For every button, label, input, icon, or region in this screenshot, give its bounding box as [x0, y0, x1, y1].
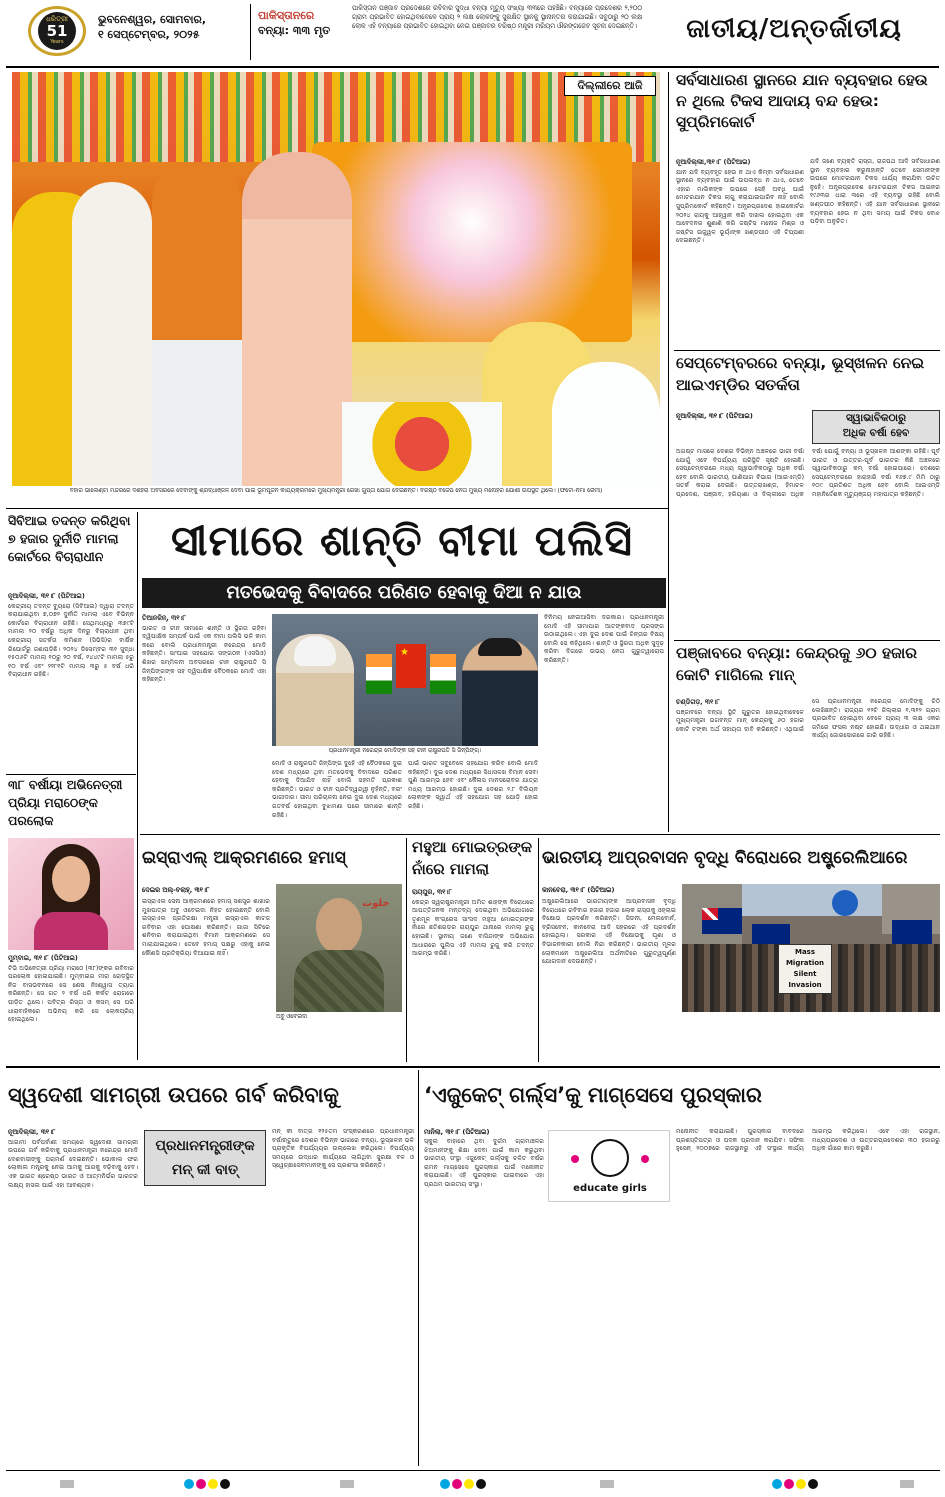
educate-girls-dot-icon-2	[641, 1155, 649, 1163]
cbi-text	[8, 592, 134, 772]
magenta-dot-3	[784, 1479, 794, 1489]
magenta-dot	[196, 1479, 206, 1489]
vehicle-tax-dateline: ନୂଆଦିଲ୍ଲୀ,୩୧।୮ (ପିଟିଆଇ)	[676, 158, 751, 166]
badge-number: 51	[46, 22, 68, 40]
educate-girls-headline: ‘ଏଜୁକେଟ୍ ଗର୍ଲ୍ସ’କୁ ମାଗ୍ସେସେ ପୁରସ୍କାର	[424, 1083, 762, 1107]
teaser-title-line1: ପାକିସ୍ତାନରେ	[258, 9, 315, 22]
actress-dress	[34, 912, 108, 950]
educate-girls-col3: ମନୋନୀତ କରାଯାଇଛି। ପୁରସ୍କାର ବାବଦରେ ପ୍ରଶସ୍ତିପତ୍ର ଓ ପଦକ ପ୍ରଦାନ କରାଯିବ। ସଫିନା ହୁସେନ୍ ୨୦୦୭ରେ ରାଜସ୍ଥାନରୁ ଏହି ସଂସ୍ଥାର କାର୍ଯ୍ୟ ଆରମ୍ଭ କରିଥିଲେ। ଏବେ ଏହା ରାଜସ୍ଥାନ, ମଧ୍ୟପ୍ରଦେଶ ଓ ଉତ୍ତରପ୍ରଦେଶର ୩୦ ହଜାରରୁ ଅଧିକ ଗାଁରେ କାମ କରୁଛି।	[676, 1128, 940, 1153]
china-col3: ପାଇଁ ଭାରତ ସବୁବେଳେ ସହଯୋଗ କରିବ ବୋଲି ମୋଦି କହିଛନ୍ତି। ଦୁଇ ଦେଶ ମଧ୍ୟରେ ସିଧାସଳଖ ବିମାନ ସେବା ପୁଣି ଆରମ୍ଭ ହେବ ଏବଂ କୈଳାସ ମାନସରୋବର ଯାତ୍ରା ମଧ୍ୟ ଆରମ୍ଭ ହୋଇଛି। ଦୁଇ ଦେଶର ୨.୮ ବିଲିୟନ ଲୋକଙ୍କ ସ୍ୱାର୍ଥ ଏହି ସହଯୋଗ ସହ ଯୋଡ଼ି ହୋଇ ରହିଛି।	[408, 760, 538, 810]
educate-girls-ring-icon	[591, 1139, 629, 1177]
reg-bar-1	[60, 1480, 74, 1488]
masthead	[0, 0, 945, 66]
cbi-dateline: ନୂଆଦିଲ୍ଲୀ, ୩୧।୮ (ପିଟିଆଇ)	[8, 592, 85, 600]
china-headline: ସୀମାରେ ଶାନ୍ତି ବୀମା ପଲିସି	[170, 516, 634, 565]
placard-line4: Invasion	[788, 981, 822, 989]
australia-flag-3	[892, 920, 932, 946]
cyan-dot	[184, 1479, 194, 1489]
vehicle-tax-rule	[674, 350, 940, 351]
australia-flag-1	[702, 908, 742, 934]
bottom-block-rule	[6, 1066, 940, 1068]
person-orange-vest	[152, 162, 242, 486]
australia-text-left: ଅଷ୍ଟ୍ରେଲିଆରେ ଭାରତୀୟଙ୍କ ଆପ୍ରବାସନ ବୃଦ୍ଧି ବିରୋଧରେ ରବିବାର ହଜାର ହଜାର ଲୋକ ରାସ୍ତାକୁ ଓହ୍ଲାଇ ବିକ୍ଷୋଭ ପ୍ରଦର୍ଶନ କରିଛନ୍ତି। ସିଡନୀ, ମେଲବୋର୍ନ, ବ୍ରିସବେନ, କାନବେରା ଆଦି ସହରରେ ଏହି ପ୍ରଦର୍ଶନ ହୋଇଥିଲା। ସରକାର ଏହି ବିକ୍ଷୋଭକୁ ଘୃଣା ଓ ବିଭାଜନକାରୀ ବୋଲି ନିନ୍ଦା କରିଛନ୍ତି। ଭାରତୀୟ ମୂଳର ଲୋକମାନେ ଅଷ୍ଟ୍ରେଲିଆ ଅର୍ଥନୀତିରେ ଗୁରୁତ୍ୱପୂର୍ଣ୍ଣ ଯୋଗଦାନ ଦେଉଛନ୍ତି।	[542, 898, 676, 966]
israel-text-cont	[276, 1024, 402, 1062]
arabic-watermark: خلوت	[362, 898, 390, 909]
hamas-spokesman-label: ଅବୁ ଓବେଇଦା	[276, 1014, 308, 1020]
mahua-divider	[538, 838, 539, 1062]
educate-girls-col1: ସ୍କୁଲ ବାହାରେ ଥିବା ଦୁର୍ଗମ ଗ୍ରାମାଞ୍ଚଳର ଝିଅମାନଙ୍କୁ ଶିକ୍ଷା ଦେବା ପାଇଁ କାମ କରୁଥିବା ଭାରତୀୟ ସଂସ୍ଥା ଏଜୁକେଟ୍ ଗର୍ଲ୍ସକୁ ଚଳିତ ବର୍ଷର ରାମନ ମାଗ୍ସେସେ ପୁରସ୍କାର ପାଇଁ ମନୋନୀତ କରାଯାଇଛି। ଏହି ପୁରସ୍କାର ପାଇବାରେ ଏହା ପ୍ରଥମ ଭାରତୀୟ ସଂସ୍ଥା।	[424, 1138, 544, 1188]
china-col1	[142, 614, 266, 832]
yellow-dot-2	[464, 1479, 474, 1489]
section-title: ଜାତୀୟ/ଅନ୍ତର୍ଜାତୀୟ	[686, 14, 902, 44]
punjab-text-body: ପଞ୍ଜାବରେ ବନ୍ୟା ସ୍ଥିତି ଗୁରୁତର ହୋଇଥିବାବେଳେ ମୁଖ୍ୟମନ୍ତ୍ରୀ ଭଗବନ୍ତ ମାନ୍ କେନ୍ଦ୍ରକୁ ୬୦ ହଜାର କୋଟି ଟଙ୍କା ଅର୍ଥ ସହାୟତା ଦାବି କରିଛନ୍ତି। ଏଥିପାଇଁ ସେ ପ୍ରଧାନମନ୍ତ୍ରୀ ନରେନ୍ଦ୍ର ମୋଦିଙ୍କୁ ଚିଠି ଲେଖିଛନ୍ତି। ରାଜ୍ୟର ୧୨ଟି ଜିଲ୍ଲାର ୧,୩୧୨ ଗ୍ରାମ ପ୍ରଭାବିତ ହୋଇଥିବା ବେଳେ ପ୍ରାୟ ୩ ଲକ୍ଷ ଏକର ଜମିରେ ଫସଲ ନଷ୍ଟ ହୋଇଛି। ଉଦ୍ଧାର ଓ ଥଇଥାନ କାର୍ଯ୍ୟ ଜୋରସୋରରେ ଜାରି ରହିଛି।	[676, 698, 940, 740]
mann-ki-baat-text-left: ଆଗାମୀ ପର୍ବପର୍ବାଣୀ ସମୟରେ ସ୍ୱଦେଶୀ ସାମଗ୍ରୀ ଉପରେ ଗର୍ବ କରିବାକୁ ପ୍ରଧାନମନ୍ତ୍ରୀ ନରେନ୍ଦ୍ର ମୋଦି ଦେଶବାସୀଙ୍କୁ ପରାମର୍ଶ ଦେଇଛନ୍ତି। ଭୋକାଲ ଫର ଲୋକାଲ ମନ୍ତ୍ରକୁ ନେଇ ଆମକୁ ଆଗକୁ ବଢ଼ିବାକୁ ହେବ। ଏକ ଭାରତ ଶ୍ରେଷ୍ଠ ଭାରତ ଓ ଆତ୍ମନିର୍ଭର ଭାରତର ଲକ୍ଷ୍ୟ ହାସଲ ପାଇଁ ଏହା ଆବଶ୍ୟକ।	[8, 1138, 138, 1189]
mann-ki-baat-box	[144, 1130, 266, 1186]
reg-bar-3	[600, 1480, 614, 1488]
cbi-text-body: କେନ୍ଦ୍ରୀୟ ତଦନ୍ତ ବ୍ୟୁରୋ (ସିବିଆଇ) ଦ୍ୱାରା ତଦନ୍ତ କରାଯାଇଥିବା ୭,୦୭୨ ଦୁର୍ନୀତି ମାମଲା ଏବେ ବିଭିନ୍ନ କୋର୍ଟରେ ବିଚାରାଧୀନ ରହିଛି। ସେଥିମଧ୍ୟରୁ ୩୭୯ଟି ମାମଲା ୨୦ ବର୍ଷରୁ ଅଧିକ ଦିନରୁ ବିଚାରାଧୀନ ଥିବା କେନ୍ଦ୍ରୀୟ ସତର୍କତା କମିଶନ (ସିଭିସି)ର ବାର୍ଷିକ ରିପୋର୍ଟରୁ ଜଣାପଡ଼ିଛି। ୨୦୨୪ ଡିସେମ୍ବର ୩୧ ସୁଦ୍ଧା ୧୫୦୬ଟି ମାମଲା ୧୦ରୁ ୨୦ ବର୍ଷ, ୧୪୪୯ଟି ମାମଲା ୫ରୁ ୧୦ ବର୍ଷ ଏବଂ ୨୨୮୧ଟି ମାମଲା ୩ରୁ ୫ ବର୍ଷ ଧରି ବିଚାରାଧୀନ ରହିଛି।	[8, 602, 134, 679]
modi-hair	[294, 636, 336, 666]
black-dot-3	[808, 1479, 818, 1489]
actress-photo	[8, 838, 134, 950]
photo-tag: ଦିଲ୍ଲୀରେ ଆଜି	[564, 76, 656, 96]
teaser-title	[258, 8, 350, 38]
person-cm-saree	[242, 152, 352, 486]
right-column-divider	[668, 72, 669, 832]
reg-bar-2	[340, 1480, 354, 1488]
spokesman-uniform	[294, 950, 384, 1012]
vehicle-tax-text-left: ଯାନ ଯଦି ବ୍ୟବହୃତ ହେଉ ନ ଥାଏ କିମ୍ବା ସର୍ବସାଧାରଣ ସ୍ଥାନରେ ବ୍ୟବହାର ପାଇଁ ଉପଲବ୍ଧ ନ ଥାଏ, ତେବେ ଏହାର ମାଲିକଙ୍କ ଉପରେ ସେହି ଅବଧି ପାଇଁ ମୋଟରଯାନ ଟିକସ ଲାଗୁ କରାଯାଇପାରିବ ନାହିଁ ବୋଲି ସୁପ୍ରିମକୋର୍ଟ କହିଛନ୍ତି। ଅନ୍ଧ୍ରପ୍ରଦେଶ ହାଇକୋର୍ଟର ୨୦୨୪ ରାୟକୁ ଆହ୍ୱାନ କରି ଦାଖଲ ହୋଇଥିବା ଏକ ଆବେଦନର ଶୁଣାଣି କରି ଜଷ୍ଟିସ ମନୋଜ ମିଶ୍ର ଓ ଜଷ୍ଟିସ ଉଜ୍ଜ୍ୱଳ ଭୂୟାଁଙ୍କ ଖଣ୍ଡପୀଠ ଏହି ଟିପ୍ପଣୀ ଦେଇଛନ୍ତି।	[676, 168, 804, 245]
xi-hair	[478, 638, 522, 656]
imd-text: ଅଗଷ୍ଟ ମାସରେ ଦେଶର ବିଭିନ୍ନ ଅଞ୍ଚଳରେ ଭାରୀ ବର୍ଷା ଯୋଗୁଁ ଏବେ ବିପର୍ଯ୍ୟୟ ପରିସ୍ଥିତି ସୃଷ୍ଟି ହୋଇଛି। ସେପ୍ଟେମ୍ବରରେ ମଧ୍ୟ ସ୍ୱାଭାବିକଠାରୁ ଅଧିକ ବର୍ଷା ହେବ ବୋଲି ଭାରତୀୟ ପାଣିପାଗ ବିଭାଗ (ଆଇଏମ୍‌ଡି) ସତର୍କ କରାଇ ଦେଇଛି। ଉତ୍ତରାଖଣ୍ଡ, ହିମାଚଳ ପ୍ରଦେଶ, ପଞ୍ଜାବ, ହରିୟାଣା ଓ ଦିଲ୍ଲୀରେ ଅଧିକ ବର୍ଷା ଯୋଗୁଁ ବନ୍ୟା ଓ ଭୂସ୍ଖଳନ ଆଶଙ୍କା ରହିଛି। ପୂର୍ବ ଭାରତ ଓ ଉତ୍ତର-ପୂର୍ବ ଭାରତର କିଛି ଅଞ୍ଚଳରେ ସ୍ୱାଭାବିକଠାରୁ କମ୍ ବର୍ଷା ହୋଇପାରେ। ଦେଶରେ ସେପ୍ଟେମ୍ବରରେ ହାରାହାରି ବର୍ଷା ୧୬୭.୯ ମିମି ଠାରୁ ୧୦୯ ପ୍ରତିଶତ ଅଧିକ ହେବ ବୋଲି ଆଇଏମ୍‌ଡି ମହାନିର୍ଦ୍ଦେଶକ ମୃତ୍ୟୁଞ୍ଜୟ ମହାପାତ୍ର କହିଛନ୍ତି।	[676, 448, 940, 498]
mahua-text-body: କେନ୍ଦ୍ର ସ୍ୱରାଷ୍ଟ୍ରମନ୍ତ୍ରୀ ଅମିତ ଶାହଙ୍କ ବିରୋଧରେ ଆପତ୍ତିଜନକ ମନ୍ତବ୍ୟ ଦେଇଥିବା ଅଭିଯୋଗରେ ତୃଣମୂଳ କଂଗ୍ରେସ ସାଂସଦ ମହୁଆ ମୋଇତ୍ରଙ୍କ ନାଁରେ ଛତିଶଗଡ଼ର ରାୟପୁର ଥାନାରେ ମାମଲା ରୁଜୁ ହୋଇଛି। ସ୍ଥାନୀୟ ଜଣେ ବାସିନ୍ଦାଙ୍କ ଅଭିଯୋଗ ଆଧାରରେ ପୁଲିସ ଏହି ମାମଲା ରୁଜୁ କରି ତଦନ୍ତ ଆରମ୍ଭ କରିଛି।	[412, 898, 534, 958]
badge-sub-text: Years	[50, 39, 64, 45]
actress-text	[8, 954, 134, 1062]
placard-line1: Mass	[794, 948, 816, 956]
mann-ki-baat-col1	[8, 1128, 138, 1464]
actress-face	[52, 856, 90, 902]
yellow-dot-3	[796, 1479, 806, 1489]
badge-top-text: ଧରିତ୍ରୀ	[46, 15, 68, 23]
educate-girls-col2	[548, 1206, 670, 1464]
actress-text-body: ଟିଭି ଅଭିନେତ୍ରୀ ପ୍ରିୟା ମରାଠେ (୩୮)ଙ୍କର ରବିବାର ପରଲୋକ ହୋଇଯାଇଛି। ମୁମ୍ବାଇର ମୀରା ରୋଡ଼ସ୍ଥିତ ନିଜ ବାସଭବନରେ ସେ ଶେଷ ନିଃଶ୍ୱାସ ତ୍ୟାଗ କରିଛନ୍ତି। ସେ ଗତ ୨ ବର୍ଷ ଧରି କର୍କଟ ରୋଗରେ ପୀଡ଼ିତ ଥିଲେ। ପବିତ୍ର ରିସ୍ତା ଓ କସମ୍ ସେ ପରି ଧାରାବାହିକରେ ଅଭିନୟ କରି ସେ ଲୋକପ୍ରିୟ ହୋଇଥିଲେ।	[8, 964, 134, 1024]
person-white-left	[72, 182, 152, 486]
issue-place-day: ଭୁବନେଶ୍ୱର, ସୋମବାର,	[98, 13, 207, 26]
mann-ki-baat-col3: ମନ୍ କୀ ବାତ୍‌ର ୧୨୫ତମ ସଂସ୍କରଣରେ ପ୍ରଧାନମନ୍ତ୍ରୀ ବର୍ଷାଋତୁରେ ଦେଶର ବିଭିନ୍ନ ଭାଗରେ ବନ୍ୟା, ଭୂସ୍ଖଳନ ଭଳି ପ୍ରାକୃତିକ ବିପର୍ଯ୍ୟୟର ଉଲ୍ଲେଖ କରିଥିଲେ। ବିପର୍ଯ୍ୟୟ ସମୟରେ ଉଦ୍ଧାର କାର୍ଯ୍ୟରେ ଲାଗିଥିବା ସୁରକ୍ଷା ବଳ ଓ ସ୍ୱେଚ୍ଛାସେବୀମାନଙ୍କୁ ସେ ପ୍ରଶଂସା କରିଛନ୍ତି।	[272, 1128, 414, 1170]
actress-headline: ୩୮ ବର୍ଷୀୟା ଅଭିନେତ୍ରୀ ପ୍ରିୟା ମରାଠେଙ୍କ ପରଲୋକ	[8, 777, 123, 828]
cyan-dot-2	[440, 1479, 450, 1489]
india-flag-left	[366, 654, 392, 694]
print-registration-marks	[0, 1476, 945, 1494]
imd-box-line2: ଅଧିକ ବର୍ଷା ହେବ	[842, 427, 910, 439]
person-seated-white	[552, 362, 660, 486]
israel-divider	[406, 838, 407, 1062]
imd-box-line1: ସ୍ୱାଭାବିକଠାରୁ	[845, 412, 907, 424]
educate-girls-dateline: ମାନିଲା, ୩୧।୮ (ପିଟିଆଇ)	[424, 1128, 490, 1136]
union-jack-mark	[702, 908, 718, 920]
mann-ki-baat-box-line2: ମନ୍ କୀ ବାତ୍	[172, 1162, 238, 1178]
reg-bar-4	[900, 1480, 914, 1488]
protest-photo	[682, 884, 940, 1012]
vehicle-tax-col1	[676, 158, 804, 348]
vehicle-tax-headline: ସର୍ବସାଧାରଣ ସ୍ଥାନରେ ଯାନ ବ୍ୟବହାର ହେଉ ନ ଥିଲେ ଟିକସ ଆଦାୟ ବନ୍ଦ ହେଉ: ସୁପ୍ରିମକୋର୍ଟ	[676, 71, 928, 131]
hamas-spokesman-photo	[276, 884, 402, 1012]
punjab-text	[676, 698, 940, 832]
china-text-col1: ଭାରତ ଓ ଚୀନ ସୀମାରେ ଶାନ୍ତି ଓ ସ୍ଥିରତା ରହିବା ଦ୍ୱିପାକ୍ଷିକ ସମ୍ପର୍କ ପାଇଁ ଏକ ବୀମା ପଲିସି ଭଳି କାମ କରେ ବୋଲି ପ୍ରଧାନମନ୍ତ୍ରୀ ନରେନ୍ଦ୍ର ମୋଦି କହିଛନ୍ତି। ସାଂଘାଇ ସହଯୋଗ ସଙ୍ଗଠନ (ଏସସିଓ) ଶିଖର ସମ୍ମିଳନୀ ଅବସରରେ ଚୀନ ରାଷ୍ଟ୍ରପତି ସି ଜିନ୍‌ପିଙ୍ଗଙ୍କ ସହ ଦ୍ୱିପାକ୍ଷିକ ବୈଠକରେ ମୋଦି ଏହା କହିଛନ୍ତି।	[142, 624, 266, 684]
mann-ki-baat-col2	[144, 1192, 266, 1464]
star-icon: ★	[400, 647, 409, 658]
issue-date	[98, 12, 238, 42]
educate-girls-logo-text: educate girls	[573, 1183, 647, 1194]
israel-dateline: ଦେଇର ଅଲ୍-ବଲାହ୍, ୩୧।୮	[142, 886, 210, 894]
spokesman-face	[316, 898, 362, 954]
teaser-title-line2: ବନ୍ୟା: ୩୩ ମୃତ	[258, 24, 331, 37]
imd-rule	[674, 640, 940, 641]
cbi-rule	[6, 774, 136, 775]
temple-photo-caption: ବିହାର ଭାଲେଣ୍ଟା ମନ୍ଦିରରେ ଦଶହରା ଅବସରରେ ଦେବାଙ୍କୁ ଶ୍ରଦ୍ଧାଞ୍ଜଳି ଦେବା ପାଇଁ ଭୂମିପୂଜନ କାର୍ଯ୍ୟକ୍ରମରେ ମୁଖ୍ୟମନ୍ତ୍ରୀ ରେଖା ଗୁପ୍ତା ଯୋଗ ଦେଇଛନ୍ତି। ବରିଷ୍ଠ ବିଜେପି ନେତା ମୁଖ୍ୟ ମନୋହର ଯୋଶୀ ଉପସ୍ଥିତ ଥିଲେ। (ଫଟୋ-ନମା ରୈମୀ)	[69, 488, 603, 494]
mahua-text	[412, 888, 534, 1062]
mahua-headline: ମହୁଆ ମୋଇତ୍ରଙ୍କ ନାଁରେ ମାମଲା	[412, 838, 532, 878]
mahua-dateline: ରାୟପୁର, ୩୧।୮	[412, 888, 452, 896]
black-dot	[220, 1479, 230, 1489]
imd-dateline: ନୂଆଦିଲ୍ଲୀ, ୩୧।୮ (ପିଟିଆଇ)	[676, 412, 753, 420]
modi-xi-caption: ପ୍ରଧାନମନ୍ତ୍ରୀ ନରେନ୍ଦ୍ର ମୋଦିଙ୍କ ସହ ଚୀନ ରାଷ୍ଟ୍ରପତି ସି ଜିନ୍‌ପିଙ୍ଗ୍।	[328, 748, 482, 754]
deity-altar	[312, 142, 632, 342]
footer-rule	[6, 1470, 940, 1471]
yellow-dot	[208, 1479, 218, 1489]
mann-ki-baat-headline: ସ୍ୱଦେଶୀ ସାମଗ୍ରୀ ଉପରେ ଗର୍ବ କରିବାକୁ	[8, 1083, 339, 1107]
educate-girls-logo	[548, 1130, 670, 1202]
bottom-divider	[418, 1070, 419, 1466]
anniversary-badge	[28, 6, 86, 56]
cyan-dot-3	[772, 1479, 782, 1489]
teaser-text: ପାକିସ୍ତାନ ପଞ୍ଜାବ ପ୍ରଦେଶରେ ରବିବାର ସୁଦ୍ଧା ବନ୍ୟା ମୃତ୍ୟୁ ସଂଖ୍ୟା ୩୩ରେ ପହଞ୍ଚିଛି। ବନ୍ୟାରେ ପ୍ରଦେଶର ୨,୨୦୦ ଗ୍ରାମ ପ୍ରଭାବିତ ହୋଇଥିବାବେଳେ ପ୍ରାୟ ୨ ଲକ୍ଷ ଲୋକଙ୍କୁ ସୁରକ୍ଷିତ ସ୍ଥାନକୁ ସ୍ଥାନାନ୍ତର କରାଯାଇଛି। ସବୁଠାରୁ ୨୦ ଲକ୍ଷ ଲୋକ ଏହି ବନ୍ୟାରେ ପ୍ରଭାବିତ ହୋଇଥିବା ନେଇ ପଞ୍ଜାବର ବରିଷ୍ଠ ମନ୍ତ୍ରୀ ମରିୟମ ଔରଙ୍ଗଜେବ ସୂଚନା ଦେଇଛନ୍ତି।	[352, 4, 642, 30]
placard	[778, 944, 832, 994]
masthead-rule	[6, 66, 939, 68]
cbi-headline: ସିବିଆଇ ତଦନ୍ତ କରିଥିବା ୭ ହଜାର ଦୁର୍ନୀତି ମାମଲା କୋର୍ଟରେ ବିଚାରାଧୀନ	[8, 513, 131, 564]
australia-headline: ଭାରତୀୟ ଆପ୍ରବାସନ ବୃଦ୍ଧି ବିରୋଧରେ ଅଷ୍ଟ୍ରେଲିଆରେ	[542, 848, 908, 868]
masthead-divider	[250, 4, 251, 60]
placard-line2: Migration	[785, 959, 825, 967]
temple-photo	[12, 72, 660, 486]
china-subhead: ମତଭେଦକୁ ବିବାଦରେ ପରିଣତ ହେବାକୁ ଦିଆ ନ ଯାଉ	[142, 578, 666, 608]
balloon	[832, 890, 858, 916]
australia-dateline: କାନବେରା, ୩୧।୮ (ପିଟିଆଇ)	[542, 886, 615, 894]
israel-headline: ଇସ୍ରାଏଲ୍ ଆକ୍ରମଣରେ ହମାସ୍	[142, 848, 346, 868]
india-flag-right	[430, 654, 456, 694]
israel-text: ଇସ୍ରାଏଲ ସେନା ଆକ୍ରମଣରେ ହମାସ୍ ସଶସ୍ତ୍ର ଶାଖାର ମୁଖପାତ୍ର ଅବୁ ଓବେଇଦା ନିହତ ହୋଇଛନ୍ତି ବୋଲି ଇସ୍ରାଏଲ ପ୍ରତିରକ୍ଷା ମନ୍ତ୍ରୀ ଇସ୍ରାଏଲ କାଟଜ ରବିବାର ଏହା ଘୋଷଣା କରିଛନ୍ତି। ଗାଜା ସିଟିରେ ଶନିବାର କରାଯାଇଥିବା ବିମାନ ଆକ୍ରମଣରେ ସେ ମାରାଯାଇଥିଲେ। ତେବେ ହମାସ୍ ପକ୍ଷରୁ ଏହାକୁ ନେଇ କୌଣସି ପ୍ରତିକ୍ରିୟା ଦିଆଯାଇ ନାହିଁ।	[142, 898, 270, 957]
china-col2: ମୋଦି ଓ ରାଷ୍ଟ୍ରପତି ଜିନ୍‌ପିଙ୍ଗ ଦୁହେଁ ଏହି ବୈଠକରେ ଦୁଇ ଦେଶ ମଧ୍ୟରେ ଥିବା ମତଭେଦକୁ ବିବାଦରେ ପରିଣତ ହେବାକୁ ଦିଆଯିବ ନାହିଁ ବୋଲି ସହମତି ପ୍ରକାଶ କରିଛନ୍ତି। ଭାରତ ଓ ଚୀନ ପ୍ରତିଦ୍ୱନ୍ଦ୍ୱୀ ନୁହଁନ୍ତି, ବରଂ ଭାଗୀଦାର। ସୀମା ପରିଚାଳନା ନେଇ ଦୁଇ ଦେଶ ମଧ୍ୟରେ ଗତବର୍ଷ ହୋଇଥିବା ବୁଝାମଣା ପରେ ସୀମାରେ ଶାନ୍ତି ରହିଛି।	[272, 760, 402, 819]
mann-ki-baat-box-line1: ପ୍ରଧାନମନ୍ତ୍ରୀଙ୍କ	[155, 1138, 255, 1154]
magenta-dot-2	[452, 1479, 462, 1489]
actress-dateline: ମୁମ୍ବାଇ, ୩୧।୮ (ପିଟିଆଇ)	[8, 954, 78, 962]
china-flag	[396, 644, 426, 688]
imd-highlight-box	[812, 410, 940, 444]
mann-ki-baat-dateline: ନୂଆଦିଲ୍ଲୀ, ୩୧।୮	[8, 1128, 56, 1136]
modi-xi-photo	[272, 614, 538, 746]
imd-headline: ସେପ୍ଟେମ୍ବରରେ ବନ୍ୟା, ଭୂସ୍ଖଳନ ନେଇ ଆଇଏମ୍‌ଡିର ସତର୍କତା	[676, 354, 925, 394]
placard-line3: Silent	[793, 970, 817, 978]
vehicle-tax-col2: ଯଦି ଜଣେ ବ୍ୟକ୍ତି ରାସ୍ତା, ରାଜପଥ ଆଦି ସର୍ବସାଧାରଣ ସ୍ଥାନ ବ୍ୟବହାର କରୁନାହାନ୍ତି ତେବେ ସେମାନଙ୍କ ଉପରେ ମୋଟରଯାନ ଟିକସ ଧାର୍ଯ୍ୟ କରାଯିବା ଉଚିତ ନୁହେଁ। ଅନ୍ଧ୍ରପ୍ରଦେଶ ମୋଟରଯାନ ଟିକସ ଆଇନର ୧୯୬୩ର ଧାରା ୩ରେ ଏହି ବ୍ୟବସ୍ଥା ରହିଛି ବୋଲି ଖଣ୍ଡପୀଠ କହିଛନ୍ତି। ଏହି ଯାନ ସର୍ବସାଧାରଣ ସ୍ଥାନରେ ବ୍ୟବହାର ହେଉ ନ ଥିବା ସମୟ ପାଇଁ ଟିକସ ବୋଝ ପଡ଼ିବା ଅନୁଚିତ।	[810, 158, 940, 226]
punjab-dateline: ଚଣ୍ଡିଗଡ଼, ୩୧।୮	[676, 698, 720, 706]
china-dateline: ତିଆନଜିନ୍, ୩୧।୮	[142, 614, 186, 622]
rangoli-floor	[342, 402, 502, 486]
top-block-rule	[6, 508, 668, 509]
middle-block-rule	[140, 834, 940, 835]
black-dot-2	[476, 1479, 486, 1489]
china-col4: ବିନିମୟ ନେଇଆସିବା ଦରକାର। ପ୍ରଧାନମନ୍ତ୍ରୀ ମୋଦି ଏହି ସୀମାପାର ଆତଙ୍କବାଦ ପ୍ରସଙ୍ଗ ଉଠାଇଥିଲେ। ଏହା ଦୁଇ ଦେଶ ପାଇଁ ଚିନ୍ତାର ବିଷୟ ବୋଲି ସେ କହିଥିଲେ। ଶାନ୍ତି ଓ ସ୍ଥିରତା ଅଧିକ ସୁଦୃଢ଼ କରିବା ଦିଗରେ ଉଭୟ ନେତା ଗୁରୁତ୍ୱାରୋପ କରିଛନ୍ତି।	[544, 614, 664, 664]
issue-date-text: ୧ ସେପ୍ଟେମ୍ବର, ୨୦୨୫	[98, 28, 200, 41]
left-column-divider	[137, 512, 138, 1060]
educate-girls-dot-icon	[571, 1155, 579, 1163]
australia-text-below	[682, 1016, 940, 1062]
punjab-headline: ପଞ୍ଜାବରେ ବନ୍ୟା: କେନ୍ଦ୍ରକୁ ୬୦ ହଜାର କୋଟି ମାଗିଲେ ମାନ୍	[676, 644, 918, 684]
